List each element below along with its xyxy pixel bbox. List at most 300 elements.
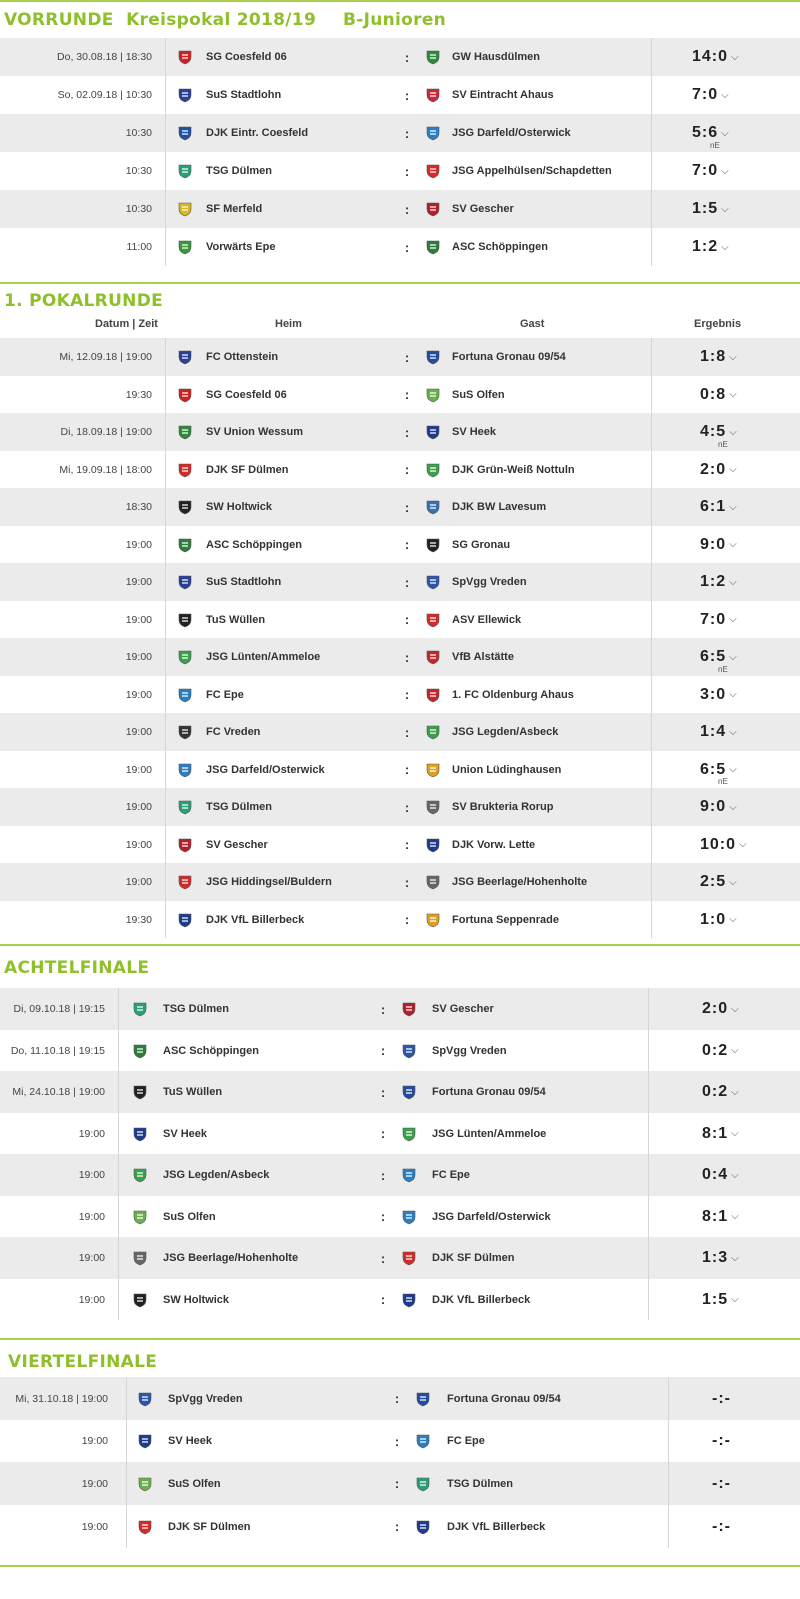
match-score[interactable]	[700, 338, 737, 376]
date-divider	[165, 451, 166, 488]
section-title: 1. POKALRUNDE	[4, 291, 164, 311]
match-row	[0, 676, 800, 713]
home-team-name[interactable]: TuS Wüllen	[163, 1086, 223, 1098]
djk-sf-duelmen-crest-icon	[176, 451, 194, 488]
match-row	[0, 1420, 800, 1462]
chevron-down-icon[interactable]: ⌵	[721, 127, 729, 139]
chevron-down-icon[interactable]: ⌵	[731, 1045, 739, 1056]
sv-gescher-crest-icon	[400, 988, 418, 1030]
match-score[interactable]	[700, 901, 737, 938]
chevron-down-icon[interactable]: ⌵	[731, 1169, 739, 1181]
score-value: 2:5	[700, 873, 727, 890]
match-date: Di, 09.10.18 | 19:15	[13, 1003, 105, 1015]
home-team-name[interactable]: TSG Dülmen	[206, 801, 273, 813]
home-team-name[interactable]: SG Coesfeld 06	[206, 51, 287, 63]
away-team-name[interactable]: SpVgg Vreden	[432, 1044, 507, 1057]
score-divider	[651, 826, 652, 863]
chevron-down-icon[interactable]: ⌵	[731, 1252, 739, 1264]
match-row	[0, 1113, 800, 1154]
away-team-name[interactable]: SV Brukteria Rorup	[452, 801, 554, 813]
chevron-down-icon[interactable]: ⌵	[729, 914, 737, 925]
vs-separator: :	[380, 1001, 386, 1017]
match-row	[0, 601, 800, 638]
chevron-down-icon[interactable]: ⌵	[731, 51, 739, 63]
chevron-down-icon[interactable]: ⌵	[729, 576, 737, 588]
date-divider	[165, 788, 166, 826]
match-row	[0, 1030, 800, 1071]
date-divider	[118, 988, 119, 1030]
score-value: 4:5	[700, 423, 727, 440]
match-score[interactable]	[692, 76, 729, 114]
match-date: 19:00	[125, 726, 152, 738]
match-score[interactable]	[700, 863, 737, 901]
away-team-name[interactable]: JSG Darfeld/Osterwick	[432, 1210, 551, 1223]
home-team-name[interactable]: ASC Schöppingen	[163, 1044, 259, 1057]
vs-separator: :	[404, 349, 410, 365]
away-team-name[interactable]: DJK SF Dülmen	[432, 1252, 515, 1264]
score-value: 1:2	[692, 238, 719, 255]
match-row	[0, 413, 800, 451]
match-row	[0, 451, 800, 488]
home-team-name[interactable]: JSG Lünten/Ammeloe	[206, 651, 321, 663]
vs-separator: :	[404, 537, 410, 552]
sv-heek-crest-icon	[136, 1420, 154, 1462]
vs-separator: :	[404, 239, 410, 255]
tsg-duelmen-crest-icon	[131, 988, 149, 1030]
match-date: 19:00	[125, 838, 152, 851]
match-date: Mi, 24.10.18 | 19:00	[12, 1086, 105, 1098]
away-team-name[interactable]: VfB Alstätte	[452, 651, 514, 663]
date-divider	[165, 413, 166, 451]
away-team-name[interactable]: Union Lüdinghausen	[452, 763, 562, 776]
chevron-down-icon[interactable]: ⌵	[739, 839, 747, 850]
vs-separator: :	[380, 1043, 386, 1058]
away-team-name[interactable]: GW Hausdülmen	[452, 51, 541, 63]
match-score[interactable]	[712, 1420, 731, 1462]
away-team-name[interactable]: DJK Vorw. Lette	[452, 838, 536, 851]
score-divider	[648, 1279, 649, 1320]
vs-separator: :	[404, 462, 410, 477]
home-team-name[interactable]: TSG Dülmen	[206, 165, 273, 177]
match-score[interactable]	[692, 38, 739, 76]
score-value: -:-	[712, 1517, 731, 1535]
home-team-name[interactable]: SuS Olfen	[168, 1477, 221, 1490]
away-team-name[interactable]: FC Epe	[447, 1435, 485, 1447]
tsg-duelmen-crest-icon	[176, 788, 194, 826]
away-team-name[interactable]: DJK VfL Billerbeck	[432, 1293, 531, 1306]
match-row	[0, 901, 800, 938]
match-date: 19:30	[125, 388, 152, 401]
vs-separator: :	[380, 1167, 386, 1183]
away-team-name[interactable]: DJK Grün-Weiß Nottuln	[452, 463, 575, 476]
match-row	[0, 1462, 800, 1505]
vs-separator: :	[404, 387, 410, 402]
home-team-name[interactable]: SuS Stadtlohn	[206, 576, 282, 588]
score-divider	[651, 563, 652, 601]
chevron-down-icon[interactable]: ⌵	[721, 203, 729, 215]
home-team-name[interactable]: SV Heek	[163, 1127, 208, 1140]
match-score[interactable]	[702, 1237, 739, 1279]
chevron-down-icon[interactable]: ⌵	[729, 501, 737, 513]
djk-vfl-billerbeck-crest-icon	[176, 901, 194, 938]
score-divider	[651, 376, 652, 413]
match-date: 19:00	[81, 1520, 108, 1533]
match-score[interactable]	[700, 713, 737, 751]
match-row	[0, 563, 800, 601]
away-team-name[interactable]: ASV Ellewick	[452, 613, 522, 626]
date-divider	[118, 1071, 119, 1113]
score-divider	[651, 228, 652, 266]
away-team-name[interactable]: JSG Lünten/Ammeloe	[432, 1127, 547, 1140]
match-date: 19:00	[125, 538, 152, 551]
fortuna-seppenrade-crest-icon	[424, 901, 442, 938]
sus-olfen-crest-icon	[136, 1462, 154, 1505]
home-team-name[interactable]: SV Union Wessum	[206, 426, 303, 438]
home-team-name[interactable]: SF Merfeld	[206, 203, 263, 215]
asc-schoeppingen-crest-icon	[176, 526, 194, 563]
match-score[interactable]	[702, 1113, 739, 1154]
home-team-name[interactable]: SuS Stadtlohn	[206, 89, 282, 101]
djk-vorw-lette-crest-icon	[424, 826, 442, 863]
match-row	[0, 152, 800, 190]
djk-gw-nottuln-crest-icon	[424, 451, 442, 488]
score-divider	[651, 190, 652, 228]
score-value: 1:3	[702, 1249, 729, 1266]
home-team-name[interactable]: DJK VfL Billerbeck	[206, 913, 305, 926]
chevron-down-icon[interactable]: ⌵	[729, 801, 737, 813]
chevron-down-icon[interactable]: ⌵	[729, 426, 737, 438]
fortuna-gronau-crest-icon	[414, 1377, 432, 1420]
chevron-down-icon[interactable]: ⌵	[729, 876, 737, 888]
match-row	[0, 751, 800, 788]
chevron-down-icon[interactable]: ⌵	[729, 539, 737, 550]
home-team-name[interactable]: SW Holtwick	[163, 1293, 230, 1306]
jsg-legden-crest-icon	[424, 713, 442, 751]
jsg-legden-crest-icon	[131, 1154, 149, 1196]
match-date: Do, 11.10.18 | 19:15	[10, 1044, 105, 1057]
date-divider	[165, 228, 166, 266]
spvgg-vreden-crest-icon	[424, 563, 442, 601]
away-team-name[interactable]: SV Gescher	[432, 1003, 494, 1015]
match-date: 19:00	[78, 1127, 105, 1140]
match-row	[0, 376, 800, 413]
home-team-name[interactable]: SW Holtwick	[206, 501, 273, 513]
score-value: 7:0	[692, 86, 719, 103]
score-divider	[648, 1196, 649, 1237]
away-team-name[interactable]: DJK BW Lavesum	[452, 501, 547, 513]
match-score[interactable]	[712, 1377, 731, 1420]
vs-separator: :	[380, 1084, 386, 1100]
away-team-name[interactable]: DJK VfL Billerbeck	[447, 1520, 546, 1533]
date-divider	[165, 563, 166, 601]
header-date: Datum | Zeit	[95, 318, 158, 330]
chevron-down-icon[interactable]: ⌵	[731, 1003, 739, 1015]
match-date: 19:00	[78, 1210, 105, 1223]
score-divider	[648, 1237, 649, 1279]
djk-vfl-billerbeck-crest-icon	[400, 1279, 418, 1320]
away-team-name[interactable]: SuS Olfen	[452, 388, 505, 401]
away-team-name[interactable]: Fortuna Gronau 09/54	[432, 1086, 546, 1098]
score-value: 2:0	[700, 460, 727, 478]
asc-schoeppingen-crest-icon	[131, 1030, 149, 1071]
away-team-name[interactable]: JSG Appelhülsen/Schapdetten	[452, 165, 612, 177]
date-divider	[165, 376, 166, 413]
date-divider	[118, 1237, 119, 1279]
chevron-down-icon[interactable]: ⌵	[729, 351, 737, 363]
fc-epe-crest-icon	[400, 1154, 418, 1196]
header-result: Ergebnis	[694, 318, 742, 330]
score-divider	[651, 488, 652, 526]
asc-schoeppingen-crest-icon	[424, 228, 442, 266]
match-row	[0, 114, 800, 152]
sv-brukteria-rorup-crest-icon	[424, 788, 442, 826]
home-team-name[interactable]: JSG Hiddingsel/Buldern	[206, 876, 332, 888]
score-divider	[648, 1071, 649, 1113]
match-date: Mi, 12.09.18 | 19:00	[59, 351, 152, 363]
section-title: VORRUNDE Kreispokal 2018/19	[4, 10, 317, 30]
match-score[interactable]	[700, 526, 737, 563]
penalty-note: nE	[718, 664, 728, 674]
match-score[interactable]	[702, 1196, 739, 1237]
match-score[interactable]	[700, 488, 737, 526]
home-team-name[interactable]: SuS Olfen	[163, 1210, 216, 1223]
match-date: 10:30	[125, 165, 152, 177]
match-date: 19:00	[78, 1293, 105, 1306]
home-team-name[interactable]: FC Epe	[206, 688, 244, 701]
match-date: 19:00	[81, 1435, 108, 1447]
score-divider	[668, 1377, 669, 1420]
home-team-name[interactable]: JSG Beerlage/Hohenholte	[163, 1252, 299, 1264]
away-team-name[interactable]: Fortuna Seppenrade	[452, 913, 559, 926]
away-team-name[interactable]: JSG Beerlage/Hohenholte	[452, 876, 588, 888]
vs-separator: :	[404, 125, 410, 141]
score-value: 9:0	[700, 535, 727, 553]
score-value: 8:1	[702, 1124, 729, 1142]
match-date: Di, 18.09.18 | 19:00	[60, 426, 152, 438]
fc-epe-crest-icon	[414, 1420, 432, 1462]
sus-olfen-crest-icon	[424, 376, 442, 413]
score-value: 7:0	[700, 610, 727, 628]
home-team-name[interactable]: Vorwärts Epe	[206, 241, 276, 253]
match-row	[0, 1279, 800, 1320]
penalty-note: nE	[718, 439, 728, 449]
sg-gronau-crest-icon	[424, 526, 442, 563]
match-score[interactable]	[712, 1505, 731, 1548]
vs-separator: :	[404, 649, 410, 665]
chevron-down-icon[interactable]: ⌵	[729, 689, 737, 700]
djk-vfl-billerbeck-crest-icon	[414, 1505, 432, 1548]
djk-bw-lavesum-crest-icon	[424, 488, 442, 526]
match-score[interactable]	[702, 1071, 739, 1113]
match-date: So, 02.09.18 | 10:30	[57, 89, 152, 101]
tus-wuellen-crest-icon	[131, 1071, 149, 1113]
score-value: 6:5	[700, 648, 727, 665]
score-divider	[651, 713, 652, 751]
vs-separator: :	[394, 1476, 400, 1491]
match-row	[0, 1237, 800, 1279]
match-row	[0, 1071, 800, 1113]
vs-separator: :	[404, 499, 410, 515]
date-divider	[165, 676, 166, 713]
match-score[interactable]	[702, 988, 739, 1030]
match-score[interactable]	[700, 826, 747, 863]
away-team-name[interactable]: Fortuna Gronau 09/54	[447, 1392, 561, 1405]
home-team-name[interactable]: FC Ottenstein	[206, 351, 279, 363]
chevron-down-icon[interactable]: ⌵	[729, 726, 737, 738]
away-team-name[interactable]: SG Gronau	[452, 538, 511, 551]
match-date: 19:00	[78, 1169, 105, 1181]
match-row	[0, 190, 800, 228]
chevron-down-icon[interactable]: ⌵	[729, 614, 737, 625]
match-score[interactable]	[700, 376, 737, 413]
match-date: 19:00	[125, 576, 152, 588]
section-subtitle: B-Junioren	[343, 10, 447, 30]
away-team-name[interactable]: SV Heek	[452, 426, 497, 438]
away-team-name[interactable]: SV Gescher	[452, 203, 514, 215]
score-divider	[651, 863, 652, 901]
away-team-name[interactable]: TSG Dülmen	[447, 1477, 514, 1490]
fc-epe-crest-icon	[176, 676, 194, 713]
section-divider	[0, 944, 800, 946]
match-score[interactable]	[692, 228, 729, 266]
home-team-name[interactable]: ASC Schöppingen	[206, 538, 302, 551]
match-score[interactable]	[702, 1030, 739, 1071]
section-divider	[0, 1338, 800, 1340]
union-luedinghausen-crest-icon	[424, 751, 442, 788]
chevron-down-icon[interactable]: ⌵	[729, 389, 737, 400]
vs-separator: :	[404, 87, 410, 103]
chevron-down-icon[interactable]: ⌵	[721, 241, 729, 253]
sv-union-wessum-crest-icon	[176, 413, 194, 451]
date-divider	[165, 38, 166, 76]
home-team-name[interactable]: SV Gescher	[206, 838, 268, 851]
jsg-hiddingsel-crest-icon	[176, 863, 194, 901]
tsg-duelmen-crest-icon	[176, 152, 194, 190]
date-divider	[165, 751, 166, 788]
score-divider	[648, 1113, 649, 1154]
match-row	[0, 1154, 800, 1196]
match-score[interactable]	[700, 676, 737, 713]
away-team-name[interactable]: JSG Legden/Asbeck	[452, 726, 559, 738]
home-team-name[interactable]: TuS Wüllen	[206, 613, 266, 626]
away-team-name[interactable]: ASC Schöppingen	[452, 241, 548, 253]
chevron-down-icon[interactable]: ⌵	[731, 1211, 739, 1222]
vs-separator: :	[404, 799, 410, 815]
home-team-name[interactable]: SG Coesfeld 06	[206, 388, 287, 401]
score-value: 1:4	[700, 723, 727, 740]
vs-separator: :	[380, 1126, 386, 1141]
gw-hausduelmen-crest-icon	[424, 38, 442, 76]
sg-coesfeld-crest-icon	[176, 38, 194, 76]
score-value: 6:1	[700, 498, 727, 515]
match-row	[0, 788, 800, 826]
away-team-name[interactable]: SV Eintracht Ahaus	[452, 89, 554, 101]
score-divider	[651, 451, 652, 488]
home-team-name[interactable]: DJK SF Dülmen	[206, 463, 289, 476]
home-team-name[interactable]: JSG Legden/Asbeck	[163, 1169, 270, 1181]
away-team-name[interactable]: SpVgg Vreden	[452, 576, 527, 588]
vs-separator: :	[404, 837, 410, 852]
date-divider	[165, 826, 166, 863]
home-team-name[interactable]: DJK SF Dülmen	[168, 1520, 251, 1533]
home-team-name[interactable]: DJK Eintr. Coesfeld	[206, 127, 309, 139]
away-team-name[interactable]: 1. FC Oldenburg Ahaus	[452, 688, 574, 701]
sg-coesfeld-crest-icon	[176, 376, 194, 413]
score-value: 3:0	[700, 685, 727, 703]
vs-separator: :	[404, 574, 410, 590]
chevron-down-icon[interactable]: ⌵	[729, 764, 737, 775]
jsg-darfeld-crest-icon	[176, 751, 194, 788]
chevron-down-icon[interactable]: ⌵	[731, 1086, 739, 1098]
sv-gescher-crest-icon	[176, 826, 194, 863]
chevron-down-icon[interactable]: ⌵	[721, 165, 729, 177]
sv-gescher-crest-icon	[424, 190, 442, 228]
match-score[interactable]	[702, 1279, 739, 1320]
vs-separator: :	[394, 1433, 400, 1449]
chevron-down-icon[interactable]: ⌵	[729, 651, 737, 663]
date-divider	[165, 488, 166, 526]
home-team-name[interactable]: SV Heek	[168, 1435, 213, 1447]
sv-eintracht-ahaus-crest-icon	[424, 76, 442, 114]
match-score[interactable]	[702, 1154, 739, 1196]
score-divider	[668, 1462, 669, 1505]
match-date: 19:00	[125, 801, 152, 813]
chevron-down-icon[interactable]: ⌵	[721, 89, 729, 101]
home-team-name[interactable]: SpVgg Vreden	[168, 1392, 243, 1405]
match-date: Mi, 19.09.18 | 18:00	[59, 463, 152, 476]
away-team-name[interactable]: JSG Darfeld/Osterwick	[452, 127, 571, 139]
match-row	[0, 228, 800, 266]
match-row	[0, 713, 800, 751]
match-score[interactable]	[692, 190, 729, 228]
date-divider	[165, 713, 166, 751]
tus-wuellen-crest-icon	[176, 601, 194, 638]
away-team-name[interactable]: FC Epe	[432, 1169, 470, 1181]
home-team-name[interactable]: FC Vreden	[206, 726, 261, 738]
chevron-down-icon[interactable]: ⌵	[729, 464, 737, 475]
fc-oldenburg-ahaus-crest-icon	[424, 676, 442, 713]
asv-ellewick-crest-icon	[424, 601, 442, 638]
match-score[interactable]	[692, 152, 729, 190]
match-row	[0, 863, 800, 901]
date-divider	[165, 601, 166, 638]
match-score[interactable]	[700, 601, 737, 638]
home-team-name[interactable]: TSG Dülmen	[163, 1003, 230, 1015]
match-score[interactable]	[700, 451, 737, 488]
score-value: 1:2	[700, 573, 727, 590]
score-divider	[651, 788, 652, 826]
home-team-name[interactable]: JSG Darfeld/Osterwick	[206, 763, 325, 776]
score-divider	[651, 676, 652, 713]
vs-separator: :	[404, 724, 410, 740]
away-team-name[interactable]: Fortuna Gronau 09/54	[452, 351, 566, 363]
score-divider	[651, 638, 652, 676]
vs-separator: :	[404, 612, 410, 627]
match-date: 19:00	[81, 1477, 108, 1490]
chevron-down-icon[interactable]: ⌵	[731, 1294, 739, 1305]
fc-vreden-crest-icon	[176, 713, 194, 751]
score-divider	[651, 76, 652, 114]
match-date: 10:30	[125, 203, 152, 215]
vs-separator: :	[394, 1391, 400, 1406]
jsg-appelhuelsen-crest-icon	[424, 152, 442, 190]
vs-separator: :	[404, 201, 410, 217]
match-score[interactable]	[700, 563, 737, 601]
match-score[interactable]	[700, 788, 737, 826]
match-score[interactable]	[712, 1462, 731, 1505]
chevron-down-icon[interactable]: ⌵	[731, 1128, 739, 1139]
penalty-note: nE	[718, 776, 728, 786]
